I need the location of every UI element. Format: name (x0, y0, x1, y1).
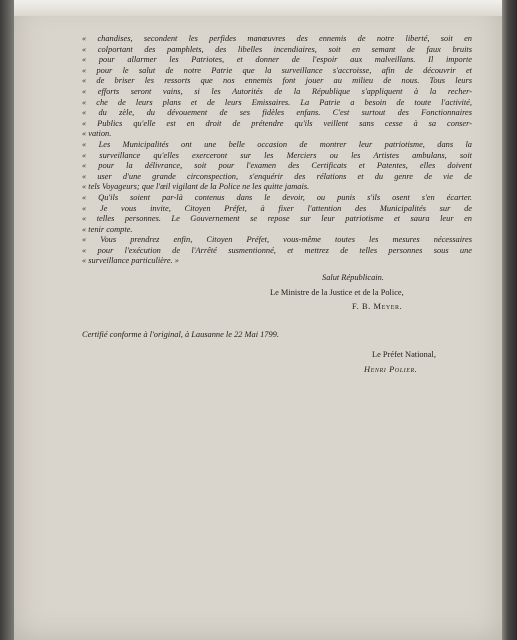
minister-signature: F. B. Meyer. (352, 302, 403, 311)
body-line: « chandises, secondent les perfides manœuvres des ennemis de notre liberté, soit en (82, 34, 472, 43)
closing-salutation: Salut Républicain. (322, 273, 384, 282)
body-line: « surveillance qu'elles exerceront sur les Merciers ou les Artistes ambulans, soit (82, 150, 472, 160)
scan-right-edge (502, 0, 517, 640)
body-line: « Je vous invite, Citoyen Préfet, à fixer l'attention des Municipalités sur de (82, 203, 472, 213)
certification-line: Certifié conforme à l'original, à Lausanne le 22 Mai 1799. (82, 330, 279, 339)
body-line: « pour le salut de notre Patrie que la surveillance s'accroisse, afin de découvrir et (82, 65, 472, 75)
body-line: « surveillance particulière. » (82, 256, 179, 266)
body-line: « Publics qu'elle est en droit de prétendre qu'ils veillent sans cesse à sa conser- (82, 118, 472, 128)
body-line: « pour allarmer les Patriotes, et donner de l'espoir aux malveillans. Il importe (82, 55, 472, 65)
body-line: « Qu'ils soient par-là contenus dans le devoir, ou punis s'ils osent s'en écarter. (82, 192, 472, 202)
body-line: « de briser les ressorts que nos ennemis font jouer au milieu de nous. Tous leurs (82, 76, 472, 86)
letter-body (82, 34, 472, 267)
prefect-signature: Henri Polier. (364, 365, 418, 374)
body-line: « colportant des pamphlets, des libelles incendiaires, soit en semant de faux bruits (82, 44, 472, 54)
body-line: « du zèle, du dévouement de ses fidèles enfans. C'est surtout des Fonctionnaires (82, 108, 472, 118)
body-line: « tels Voyageurs; que l'œil vigilant de la Police ne les quitte jamais. (82, 182, 310, 192)
page-top-strip (14, 0, 502, 16)
prefect-title: Le Préfet National, (372, 350, 436, 359)
body-line: « Les Municipalités ont une belle occasion de montrer leur patriotisme, dans la (82, 139, 472, 149)
minister-title: Le Ministre de la Justice et de la Police, (270, 288, 404, 297)
body-line: « pour l'exécution de l'Arrêté susmentionné, et mettrez de telles personnes sous une (82, 245, 472, 255)
body-line: « Vous prendrez enfin, Citoyen Préfet, vous-même toutes les mesures nécessaires (82, 235, 472, 245)
body-line: « tenir compte. (82, 224, 133, 234)
body-line: « user d'une grande circonspection, s'enquérir des rélations et du genre de vie de (82, 171, 472, 181)
body-line: « telles personnes. Le Gouvernement se repose sur leur patriotisme et saura leur en (82, 214, 472, 224)
body-line: « che de leurs plans et de leurs Emissaires. La Patrie a besoin de toute l'activité, (82, 97, 472, 107)
body-line: « pour la délivrance, soit pour l'examen des Certificats et Patentes, elles doivent (82, 161, 472, 171)
body-line: « vation. (82, 129, 112, 139)
scan-left-edge (0, 0, 14, 640)
body-line: « efforts seront vains, si les Autorités de la République s'appliquent à la recher- (82, 86, 472, 96)
